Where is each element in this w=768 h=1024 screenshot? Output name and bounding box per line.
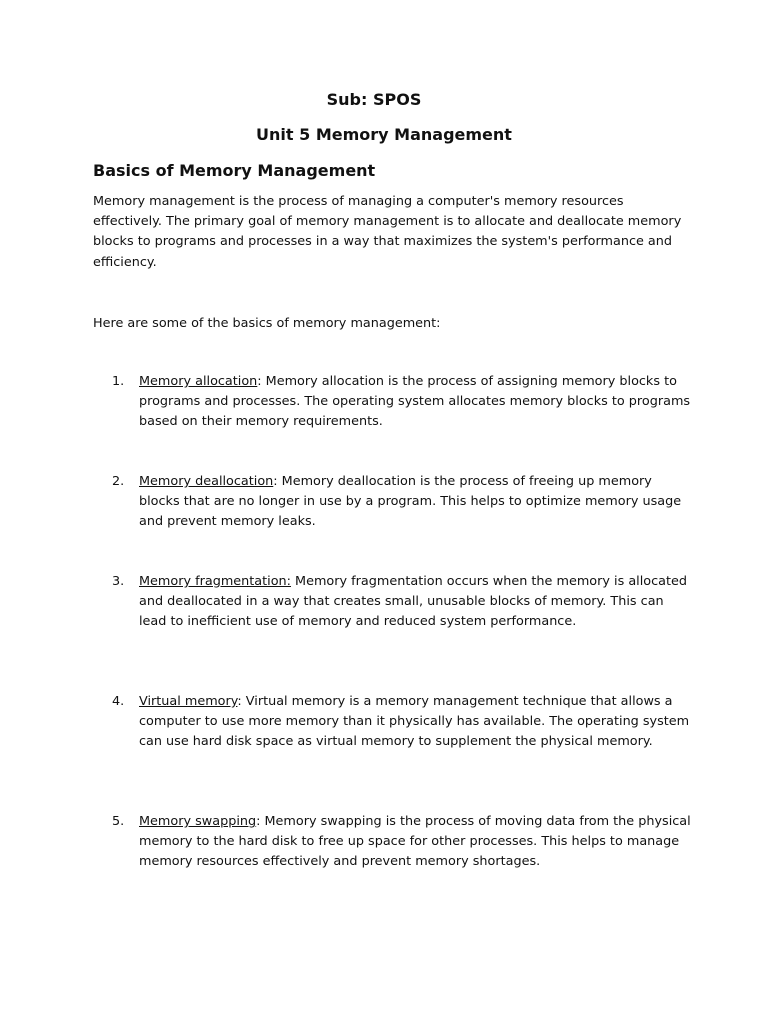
list-item-text: Memory fragmentation occurs when the memory is allocated and deallocated in a way that creates small, unusable blocks of memory. This can lead to inefficient use of memory and reduced system performance. — [139, 574, 687, 630]
list-item-text: Memory allocation is the process of assigning memory blocks to programs and processes. The operating system allocates memory blocks to programs based on their memory requirements. — [139, 374, 691, 430]
list-item-memory-deallocation — [112, 472, 692, 533]
list-item-text: Virtual memory is a memory management technique that allows a computer to use more memory than it physically has available. The operating system can use hard disk space as virtual memory to supplement the physical memory. — [139, 694, 690, 750]
list-item-memory-fragmentation — [112, 572, 692, 633]
list-item-term: Memory swapping — [139, 814, 257, 829]
list-item-number: 5. — [112, 814, 125, 829]
list-item-term: Memory deallocation — [139, 474, 274, 489]
list-item-number: 4. — [112, 694, 125, 709]
list-item-memory-allocation — [112, 372, 692, 433]
list-item-separator: : — [237, 694, 242, 709]
list-item-virtual-memory — [112, 692, 692, 753]
list-item-term: Memory allocation — [139, 374, 258, 389]
subject-title: Sub: SPOS — [326, 90, 422, 109]
list-item-text: Memory deallocation is the process of freeing up memory blocks that are no longer in use by a program. This helps to optimize memory usage and prevent memory leaks. — [139, 474, 682, 530]
list-item-number: 3. — [112, 574, 125, 589]
intro-paragraph: Memory management is the process of managing a computer's memory resources effectively. The primary goal of memory management is to allocate and deallocate memory blocks to programs and processes in a way that maximizes the system's performance and efficiency. — [93, 194, 682, 270]
list-item-number: 1. — [112, 374, 125, 389]
list-item-separator: : — [256, 814, 261, 829]
list-item-separator: : — [273, 474, 278, 489]
list-item-text: Memory swapping is the process of moving data from the physical memory to the hard disk to free up space for other processes. This helps to manage memory resources effectively and prevent memory shortages. — [139, 814, 691, 870]
list-item-term: Virtual memory — [139, 694, 238, 709]
list-item-term: Memory fragmentation: — [139, 574, 291, 589]
section-heading: Basics of Memory Management — [93, 161, 376, 180]
unit-title: Unit 5 Memory Management — [256, 125, 512, 144]
list-item-separator: : — [257, 374, 262, 389]
list-item-number: 2. — [112, 474, 125, 489]
list-lead-in: Here are some of the basics of memory management: — [93, 316, 441, 331]
list-item-memory-swapping — [112, 812, 692, 873]
